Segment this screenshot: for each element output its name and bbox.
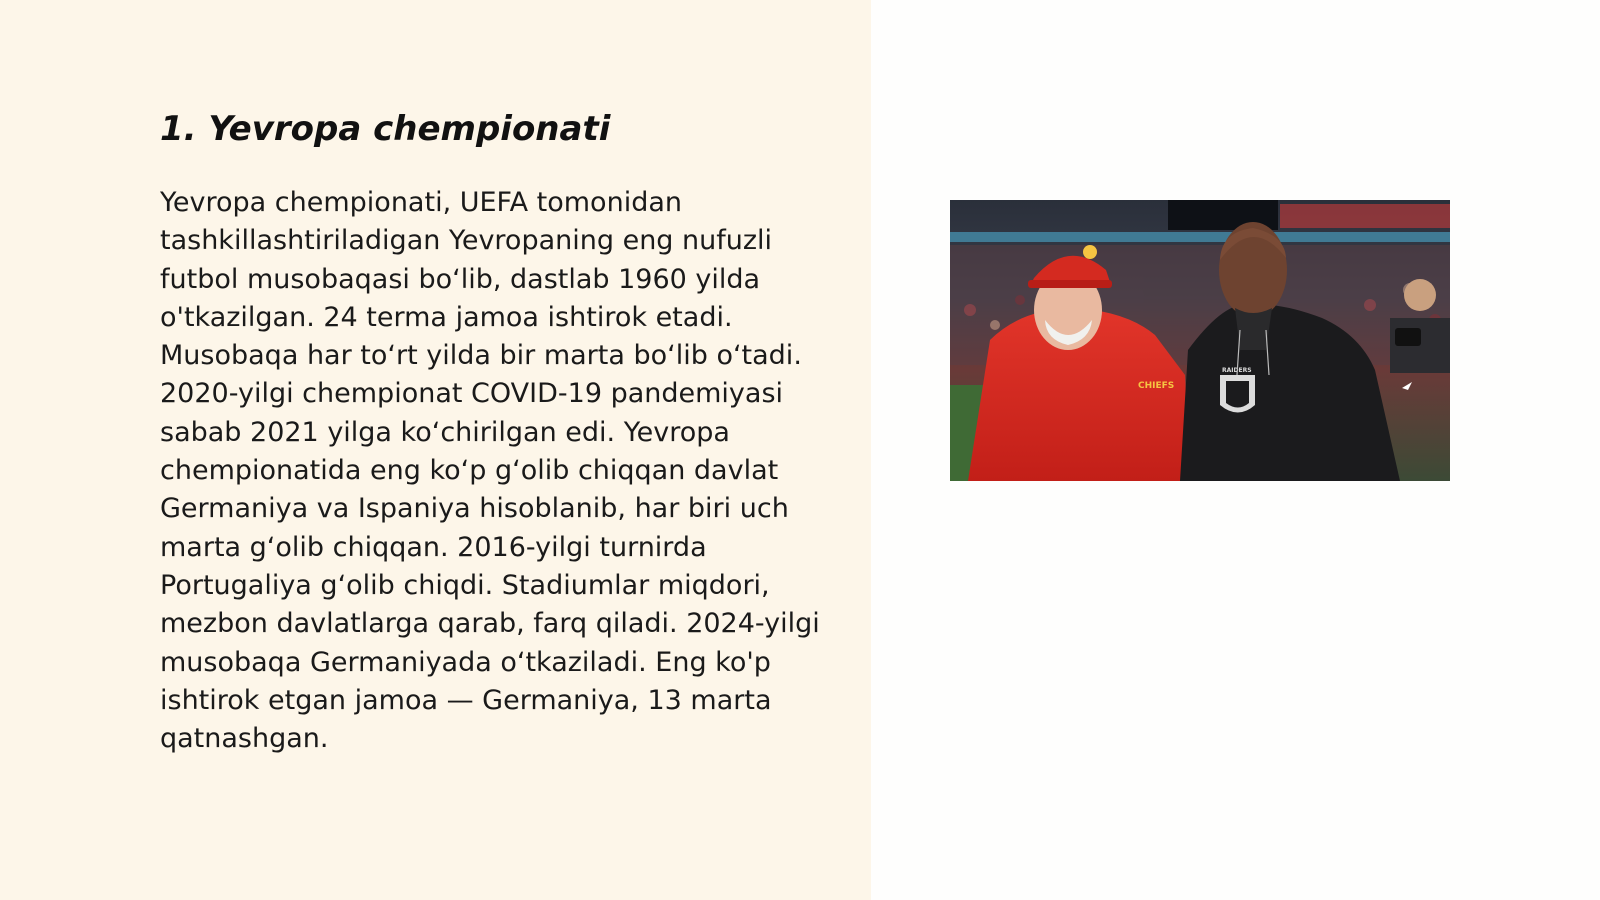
slide-body-text: Yevropa chempionati, UEFA tomonidan tashkillashtiriladigan Yevropaning eng nufuzli futbol musobaqasi boʻlib, dastlab 1960 yilda o'tkazilgan. 24 terma jamoa ishtirok etadi. Musobaqa har toʻrt yilda bir marta boʻlib oʻtadi. 2020-yilgi chempionat COVID-19 pandemiyasi sabab 2021 yilga koʻchirilgan edi. Yevropa chempionatida eng koʻp gʻolib chiqqan davlat Germaniya va Ispaniya hisoblanib, har biri uch marta gʻolib chiqqan. 2016-yilgi turnirda Portugaliya gʻolib chiqdi. Stadiumlar miqdori, mezbon davlatlarga qarab, farq qiladi. 2024-yilgi musobaqa Germaniyada oʻtkaziladi. Eng ko'p ishtirok etgan jamoa — Germaniya, 13 marta qatnashgan. [160,187,820,755]
chiefs-logo-text: CHIEFS [1138,381,1175,391]
slide-title: 1. Yevropa chempionati [160,109,611,149]
sports-photo [950,200,1450,481]
crowd-banner [1280,204,1450,228]
photo-illustration [950,200,1450,481]
stadium-light-band [950,232,1450,242]
raiders-logo-text: RAIDERS [1222,367,1252,374]
